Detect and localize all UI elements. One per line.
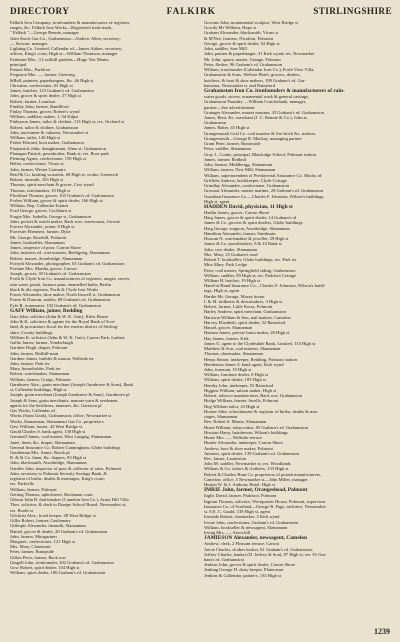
directory-column-left [10, 20, 198, 578]
directory-entry: Thos. solicitor, & clerk to Dunipe School Board, Newmarket st; [10, 502, 127, 508]
page-number: 1239 [374, 627, 390, 636]
directory-entry: Grahamston & Sons, Welfare Hotel; grocers, dealers, [204, 72, 301, 78]
directory-entry: Grossart Alexander, master mariner, 28 Graham's rd. Grahamston [204, 188, 324, 194]
directory-entry: Joseph, grocer, 39 Graham's rd. Grahamston [10, 271, 91, 277]
directory-entry: John, farmer, Muirgartner [10, 533, 57, 539]
directory-entry: Hog William tailor, 43 High st [204, 403, 260, 409]
directory-entry: Reid & Co. knitting worsteds, 68 High st; works, Greenock [10, 171, 119, 177]
directory-entry: Inglis David, farmer, Parkfoot, Polmont [204, 493, 277, 499]
directory-entry: John, auctioneer & valuator, Newmarket st [10, 129, 88, 135]
directory-entry: Gallie James, farmer, Yonderlaugh [10, 340, 73, 346]
directory-entry: Garnbrave Alex., grain merchant (Joseph Garnbrave & Sons), Bank [10, 381, 134, 387]
directory-entry: res. Booth st [10, 507, 33, 513]
directory-entry: ranges, &c. Falkirk Iron Works—Registered trade mark, [10, 25, 113, 31]
directory-entry: Fraser Alexander, shoe maker, North Inswell st. Grahamston [10, 292, 120, 298]
directory-entry: offices, King's court, High st—William Thomson, manager [10, 51, 118, 57]
directory-entry: Works, Slamannan, Slamannan Gas Co. proprietors [10, 418, 104, 424]
directory-entry: Fairbairn Mrs., 3 Lochhill gardens—Hugo Von Monts, [10, 56, 110, 62]
directory-entry: Finlayson James, tailor & clothier, 113 High st; res. Orchard st [10, 119, 124, 125]
directory-entry: John, cow dealer, Slamannan [204, 246, 257, 252]
directory-entry: Jarvie Charles, clothes broker, 61 Graham's rd. Grahamston [204, 546, 313, 552]
directory-entry: John, secretary to Polmont Security Savings Bank, & [10, 470, 107, 476]
directory-columns [10, 20, 392, 578]
directory-entry: James, inspector of poor, Carron Shore [10, 245, 81, 251]
directory-entry: agents for the fertilizers, manures, &c. Garrison pl [10, 402, 102, 408]
directory-entry: st, Callendar buildings, High st [10, 387, 67, 393]
directory-entry: Robert, farmer, Little Korra, Polmont [204, 304, 273, 310]
directory-entry: Hadfar James, grocer, Carron Shore [204, 209, 270, 215]
directory-entry: Hendry John, innkeeper, 55 Bainsford [204, 382, 274, 388]
directory-entry: Fitzpatrick John, draughtsman, Alma st. Grahamston [10, 145, 106, 151]
directory-entry: William, superintendent of Presbyterial Assurance Co. Mocks rd [204, 172, 322, 178]
directory-entry: Fyfe R. ironmaster, 102 Graham's rd. Grahamston [10, 302, 101, 308]
directory-entry: James G. agent to the Clydesdale Bank, Limited, 133 High st [204, 340, 316, 346]
directory-entry: IMRIE John, farmer, Orangeshead, Polmont [204, 487, 308, 494]
directory-entry: Gentles John, inspector of poor & collector of rates, Polmont [10, 465, 121, 471]
directory-entry: Grangemouth Coal Co. coal masters & fire-brick &c. makers, [204, 130, 317, 136]
directory-entry: Grainger Alexander, master mariner, 35 Graham's rd. Grahamston [204, 109, 324, 115]
directory-entry: Gardner James, builder & mason, Wellside ter [10, 355, 94, 361]
directory-entry: Forrest Alexander, joiner, 8 High st [10, 224, 75, 230]
directory-entry: Peter, flesher, 96 Graham's rd. Grahamston [204, 61, 283, 67]
directory-entry: Gingell John, ironfounder, 202 Graham's rd. Grahamston [10, 559, 114, 565]
directory-entry: Robert, farmer, Loanfoot [10, 98, 56, 104]
directory-entry: William, bookseller & newsagent, Slamannan [204, 524, 288, 530]
directory-entry: Rev. James, Laurieston [204, 455, 247, 461]
directory-entry: Hosie William, tobacconist, 85 Graham's rd. Grahamston [204, 424, 308, 430]
directory-entry: Griffiths Andrew, brickkeeper, Clyde Cottage [204, 177, 287, 183]
directory-entry: Ironside Robert, shoemaker, 3 Kirk wynd [204, 514, 280, 520]
directory-entry: Gair John, solicitor (John & W. K. Gair), Kilns House [10, 313, 109, 319]
directory-entry: Daniel, grocer & dealer, 20 Graham's rd. Grahamston [10, 528, 108, 534]
page-header [10, 6, 392, 18]
directory-entry: Joint Stock Gas Co., Grahamston—Andrew Allen, secretary; [10, 35, 121, 41]
directory-entry: st. S.E. C. Gauld, 138 High st, agent [204, 509, 271, 515]
directory-entry: Irvine John, confectioner, Graham's rd. Grahamston [204, 519, 299, 525]
directory-entry: William K. solicitor (John & W. K. Gair), Carron Park, Larbert [10, 334, 125, 340]
directory-entry: William, ironfounder (Callendar Iron Co.), Forth View Villa, [204, 67, 315, 73]
directory-entry: Insurance Co. of Scotland—George R. Page, architect, Newmarket [204, 503, 326, 509]
directory-entry: William, tailor, 146 High st [10, 135, 60, 141]
directory-entry: JAMIESON Alexander, newsagent, Camelon [204, 535, 307, 542]
directory-entry: Forth & Clyde Iron Co. manufacturers of registers, ranges, stoves, [10, 276, 131, 282]
directory-entry: rain water goods, furnace pans, enamelled baths, Berlin [10, 281, 112, 287]
directory-entry: Gray J., Cooke, principal, Blairlodge School, Polmont station [204, 151, 316, 157]
directory-entry: ings, High st, agent [204, 288, 240, 294]
directory-entry: res. Parkville [10, 481, 34, 487]
directory-entry: Hunter Alexander, innkeeper, Carron Shore [204, 440, 283, 446]
directory-entry: William, saddlery maker, 1, 5d Kilpst [10, 114, 79, 120]
directory-entry: Findlay John, farmer, Randlford [10, 103, 69, 109]
directory-entry: William, spirit dealer, 186 Graham's rd. Grahamston [10, 570, 106, 576]
directory-entry: James & Co. grocers & spirit dealers, Globe buildings [204, 220, 303, 226]
directory-entry: shire, County buildings [10, 329, 53, 335]
directory-entry: James, farmer, Redbird [204, 156, 247, 162]
directory-entry: Forbes William, grocer & spirit dealer, 166 High st [10, 197, 103, 203]
directory-entry: John, farmer, Redhill-muir [10, 350, 59, 356]
directory-entry: Fleming Agnes, confectioner, 158 High st [10, 156, 86, 162]
directory-entry: Forrester Ebenezer, farmer, Dyke [10, 229, 71, 235]
directory-entry: Fenton Mrs., Parkfoot [10, 67, 51, 73]
directory-entry: William, Rep, Callendar Estates [10, 203, 69, 209]
directory-entry: Fraser & Duncan, smiths, 69 Graham's rd. Grahamston [10, 297, 111, 303]
directory-entry: Robert T. bookseller, Globe buildings; res. Park ter [204, 257, 297, 263]
directory-entry: Horner John, schoolmaster & registrar of births, deaths & mar- [204, 408, 319, 414]
header-right: STIRLINGSHIRE [313, 6, 392, 16]
directory-entry: " Falkirk "—George Rennie, manager [10, 30, 79, 36]
directory-entry: Andrew, boot & shoe maker, Polmont [204, 445, 273, 451]
directory-entry: High st. agent [204, 198, 230, 204]
directory-entry: Peter, coal master, Springfield siding, Grahamston [204, 267, 296, 273]
directory-entry: Gaw William, hosier, 42 West Bridge st [10, 423, 83, 429]
directory-entry: Mr. John, quarry master, Grange, Polmont [204, 56, 281, 62]
directory-entry: William, farmer, Polmont [10, 486, 57, 492]
directory-entry: Grangemouth—George R. Mackay, managing partner [204, 135, 302, 141]
directory-entry: Camelon; office, 5 Newmarket st—John Miller, manager [204, 476, 308, 482]
directory-entry: Gilchrist Alex., hotel keeper, 48 West Bridge st [10, 512, 96, 518]
directory-entry: Works (Saint Goak), Grahamston; office, Newmarket st [10, 413, 112, 419]
directory-entry: George, grocer & spirit dealer, 92 High st [204, 40, 280, 46]
directory-entry: HADDEN David, physician, 11 High st [204, 203, 293, 210]
directory-entry: Hassel, grocer, Slamannan [204, 325, 253, 331]
directory-entry: Thomas, shoemaker, Slamannan [204, 351, 263, 357]
directory-entry: Grindlay Alexander, confectioner, Grahamston [204, 183, 290, 189]
directory-entry: & M'Nee, farmers, Nicolton, Polmont [204, 35, 273, 41]
directory-entry: black & tile registers, Forth & Clyde Iron Works [10, 286, 99, 292]
directory-entry: Graham Alexander, blacksmith, Vicars st [204, 30, 279, 36]
directory-entry: Robert, tobacco manufacturer, Back row, Grahamston [204, 393, 303, 399]
directory-entry: Gow Robert, spirit dealer, 104 High st [10, 565, 80, 571]
directory-entry: Heeps Simon, innkeeper, Redding, Polmont station [204, 356, 298, 362]
directory-entry: Flockhart Thomas, grocer, 105 Graham's rd. Grahamston [10, 192, 114, 198]
directory-entry: Miss Mary, Park Lodge [204, 262, 247, 268]
directory-entry: John, painter & paperhanger, 31 Kirk wynd; res. Newmarket [204, 51, 315, 57]
directory-entry: ham's rd. Grahamston [204, 556, 244, 562]
directory-entry: Janet, linen, &c. draper, Slamannan [10, 439, 75, 445]
directory-entry: Gillie Robert, farmer, Castlemary [10, 518, 72, 524]
directory-entry: Harrison William & Son, nail makers, Camelon [204, 314, 291, 320]
directory-entry: John & K. solicitors & agents for the Royal Bank of Scot- [10, 319, 116, 325]
directory-entry: Gillespie Alexander, tinsmith, Slamannan [10, 523, 86, 529]
directory-entry: Jeffrey Charles, banker (D. Jeffrey & Son), 87 High st; res. 81 Gra- [204, 551, 327, 557]
directory-entry: Henderson James S. bank agent, Kirk wynd [204, 361, 284, 367]
directory-entry: principal [10, 61, 27, 67]
directory-entry: James & Co. pawnbrokers, 8 & 10 Bank st [204, 241, 282, 247]
directory-entry: — Stewart, manager [10, 40, 48, 46]
directory-entry: Grahamston Iron Co. ironfounders & manufacturers of rain- [204, 88, 345, 95]
directory-entry: Grant Peter, farmer, Bonnyside [204, 141, 261, 147]
directory-entry: Harvey Elizabeth, spirit dealer, 32 Bainsford [204, 319, 286, 325]
directory-entry: James, butcher, 123 Graham's rd. Grahamston [10, 88, 94, 94]
directory-entry: butchers, & boot & shoe makers, 199 Graham's rd. Gra- [204, 77, 306, 83]
directory-entry: Finlay Thomas, grocer, Robert's wynd [10, 108, 80, 114]
directory-entry: William, saddler, 89 High st; res. Parkfoot Cottage [204, 272, 297, 278]
directory-entry: riages, Slamannan [204, 414, 238, 420]
directory-entry: William, spirit dealer, 183 High st [204, 377, 266, 383]
directory-entry: Peter, saddler, Slamannan [204, 146, 251, 152]
directory-entry: John M. saddler, Newmarket st; res. Woodlands [204, 461, 291, 467]
directory-entry: Grahamston Foundry —William Cruickshank, manager, [204, 99, 307, 105]
directory-entry: James, Baker, 45 High st [204, 125, 250, 131]
directory-entry: Hardie Mr. George, Moray house [204, 293, 265, 299]
directory-entry: Falkirk Iron Company, ironfounders & manufacturers of registers, [10, 20, 131, 25]
directory-entry: Thomas, watchmaker, 10 High st [10, 187, 71, 193]
directory-entry: General Insurance Co. Robert Cunningham, Globe buildings [10, 444, 121, 450]
directory-entry: registrar of births, deaths & marriages, King's court; [10, 476, 105, 482]
directory-entry: Ferguson Mrs. —, farmer, Greenrig [10, 72, 75, 78]
header-center: FALKIRK [166, 6, 216, 16]
directory-entry: Duncan N. watchmaker & jeweller, 29 High st [204, 236, 289, 242]
directory-entry: Andrew, clerk, 2 Pleasant terrace, Carron [204, 541, 279, 547]
directory-entry: Haig George, surgeon, Avonbridge, Slamannan [204, 225, 290, 231]
directory-entry: Jenkins John, grocer & spirit dealer, Carron Shore [204, 562, 296, 568]
directory-entry: William H. butcher, 19 High st [204, 278, 261, 284]
directory-entry: John, saddler, Saw Mill [204, 46, 247, 52]
directory-entry: Lighting Co. Limited, Callendar rd—James Aitken, secretary; [10, 46, 123, 52]
directory-entry: Peter, farmer, Rumpside [10, 549, 55, 555]
directory-entry: Hutton W. & J. Anthony Hotel, High st [204, 482, 275, 488]
directory-entry: Gentleman Mrs. Annie, Booth pl [10, 449, 70, 455]
directory-entry: Mrs. Mary, 25 Graham's road [204, 251, 258, 257]
directory-entry: Robert, watchmaker, Slamannan [10, 371, 70, 377]
directory-entry: I. & M. milliners & dressmakers, 3 High st [204, 298, 283, 304]
directory-entry: Hamilton Alexander, farmer, Smithsain [204, 230, 276, 236]
directory-entry: John, farmer, Park ter [10, 361, 50, 366]
directory-entry: Robert, tinsmith, 103 High st [10, 177, 64, 183]
directory-entry: Hay James, farmer, Kirk [204, 335, 249, 341]
directory-entry: Matthew & Son, coal masters, Slamannan [204, 346, 281, 352]
directory-entry: Gowans John, monumental sculptor, West Bridge st [204, 20, 299, 25]
directory-entry: Gauld Charles S. bank agent, 138 High st [10, 429, 86, 435]
directory-entry: Antonia, spirit dealer, 139 Graham's rd. Grahamston [204, 450, 300, 456]
directory-entry: Ingram Thomas, solicitor, Westquarter House, Polmont, supervisor [204, 498, 326, 504]
directory-entry: Jenkins & Callendar, painters, 135 High st [204, 572, 282, 578]
directory-entry: R. & & Co. linen, &c. drapers, 83 High st [10, 455, 87, 461]
directory-entry: GAFF William, joiner, Redding [10, 307, 83, 314]
directory-entry: William & Co. tailors & clothiers, 133 High st [204, 466, 289, 472]
directory-entry: Helen, confectioner, Vicars st [10, 161, 64, 167]
directory-entry: Hodge William, farmer, Awells, Polmont [204, 398, 279, 404]
directory-entry: Hastam James, precise brass maker, 26 High st [204, 330, 290, 336]
directory-entry: Higgins William, saloon maker, High st [204, 387, 277, 393]
directory-entry: Jenking George H. dairy keeper, Plaincause [204, 567, 284, 573]
directory-entry: Robert, mason, Avonbridge, Slamannan [10, 255, 83, 261]
directory-entry: Rev. Robert S. Manse, Slamannan [204, 419, 267, 425]
directory-entry: Guardian Insurance Co.—Charles F. Johnston, Wilson's buildings, [204, 193, 325, 199]
directory-entry: Harley Andrew, spirit merchant, Grahamston [204, 309, 286, 315]
directory-entry: partner—See advertisement [204, 104, 255, 110]
directory-entry: Forgie Mrs. Isabella, George st, Grahamston [10, 213, 91, 219]
directory-entry: Gemmell James, coal master, West Langrig, Slamannan [10, 434, 112, 440]
directory-entry: Robert, tailor & clothier, Grahamston [10, 124, 79, 130]
directory-entry: Hossian Harry, hairdresser, Wilson's buildings [204, 429, 288, 435]
directory-entry: Gillon Peter, farmer, Back row [10, 554, 66, 560]
directory-entry: Flanagan Patrick, pawnbroker, Bank st; res. Rose park [10, 150, 109, 156]
directory-entry: Ford George, grocer, Cockburn st [10, 208, 72, 214]
directory-entry: Gibson John B. draftsmaker (Camelon Iron Co.), Arnot Hill Villa [10, 497, 129, 503]
directory-entry: Irving Mrs. —, Arnot hill [204, 530, 251, 536]
directory-entry: hamston, Newmarket st. and Bainsford [204, 82, 275, 88]
directory-entry: Margaret, confectioner, 121 High st [10, 538, 75, 544]
directory-entry: John, blacksmith, Avonbridge, Slamannan [10, 460, 87, 466]
directory-column-right [204, 20, 392, 578]
directory-entry: Gas Works, Callendar rd [10, 408, 55, 414]
directory-entry: Hand-in-Hand Insurance Co—Charles F. Johnston, Wilson's build- [204, 283, 326, 289]
directory-entry: John, mistress ed. coal masters, Reeligrieg, Slamannan [10, 250, 110, 256]
directory-entry: Joseph & Sons, grain merchants, manure-yarn & seedsmen, [10, 397, 119, 403]
directory-entry: water goods, stoves, ornamental work & general castings, [204, 94, 310, 100]
directory-entry: Gowdy Mr William, Hope st [204, 25, 257, 31]
directory-entry: William, furniture dealer, 8 High st [204, 372, 268, 378]
directory-entry: Haig James, grocer & spirit dealer, 14 Graham's rd [204, 215, 297, 221]
directory-entry: Thomas, spirit merchant & grocer, Cow wynd [10, 182, 94, 188]
directory-entry: John, pocket & watch maker, Back row; warerooms, Gowrie [10, 218, 121, 224]
directory-entry: Getting Thomas, upholsterer, Buchanan court [10, 491, 93, 497]
directory-entry: Fisher Edward, boot maker, Grahamston [10, 140, 84, 146]
directory-entry: Fortune Mrs. Martha, grocer, Carron [10, 266, 77, 272]
directory-entry: John, grocer & spirit dealer, 57 High st [10, 93, 81, 99]
directory-entry: Mrs. Mary, Claremont [10, 544, 51, 550]
directory-entry: Mary, householder, Park ter [10, 366, 61, 372]
directory-entry: land, & procurators fiscal for the eastern district of Stirling- [10, 324, 119, 330]
directory-entry: Grahamston [204, 120, 227, 126]
directory-entry: John, foreman, 19 High st [204, 367, 252, 372]
directory-entry: Mr. George, Rosehill, Polmont [10, 234, 66, 240]
directory-entry: Joseph, grain merchant (Joseph Garnbrave & Sons), Garnbrave pl [10, 392, 130, 398]
directory-entry: Robert & Charles Hunt Co. proprietors of potash manufacturers, [204, 471, 322, 477]
directory-entry: &Bell, painters, paperhangers, &c. 46 High st [10, 77, 94, 83]
directory-entry: James, bookseller, Slamannan [10, 239, 65, 245]
directory-entry: Forsyth Alexander, photographer, 65 Graham's rd. Grahamston [10, 260, 125, 266]
directory-entry: William, farmer, New Mill, Slamannan [204, 167, 276, 173]
directory-entry: Hume Mrs. —, Wellside terrace [204, 435, 262, 441]
directory-entry: John, farmer, Middlerigg, Slamannan [204, 162, 273, 168]
directory-entry: John, farmer, Wester Carmuirs [10, 166, 66, 172]
directory-entry: Christina, confectioner, 63 High st [10, 82, 73, 88]
directory-entry: James, Rent. &c. merchant (J. C. Rennie & Co.), John st. [204, 114, 308, 120]
header-left: DIRECTORY [10, 6, 70, 16]
directory-entry: William, farmer, Craigs, Polmont [10, 376, 71, 382]
directory-entry: Gardner Hugh, draper, Polmont [10, 345, 68, 351]
